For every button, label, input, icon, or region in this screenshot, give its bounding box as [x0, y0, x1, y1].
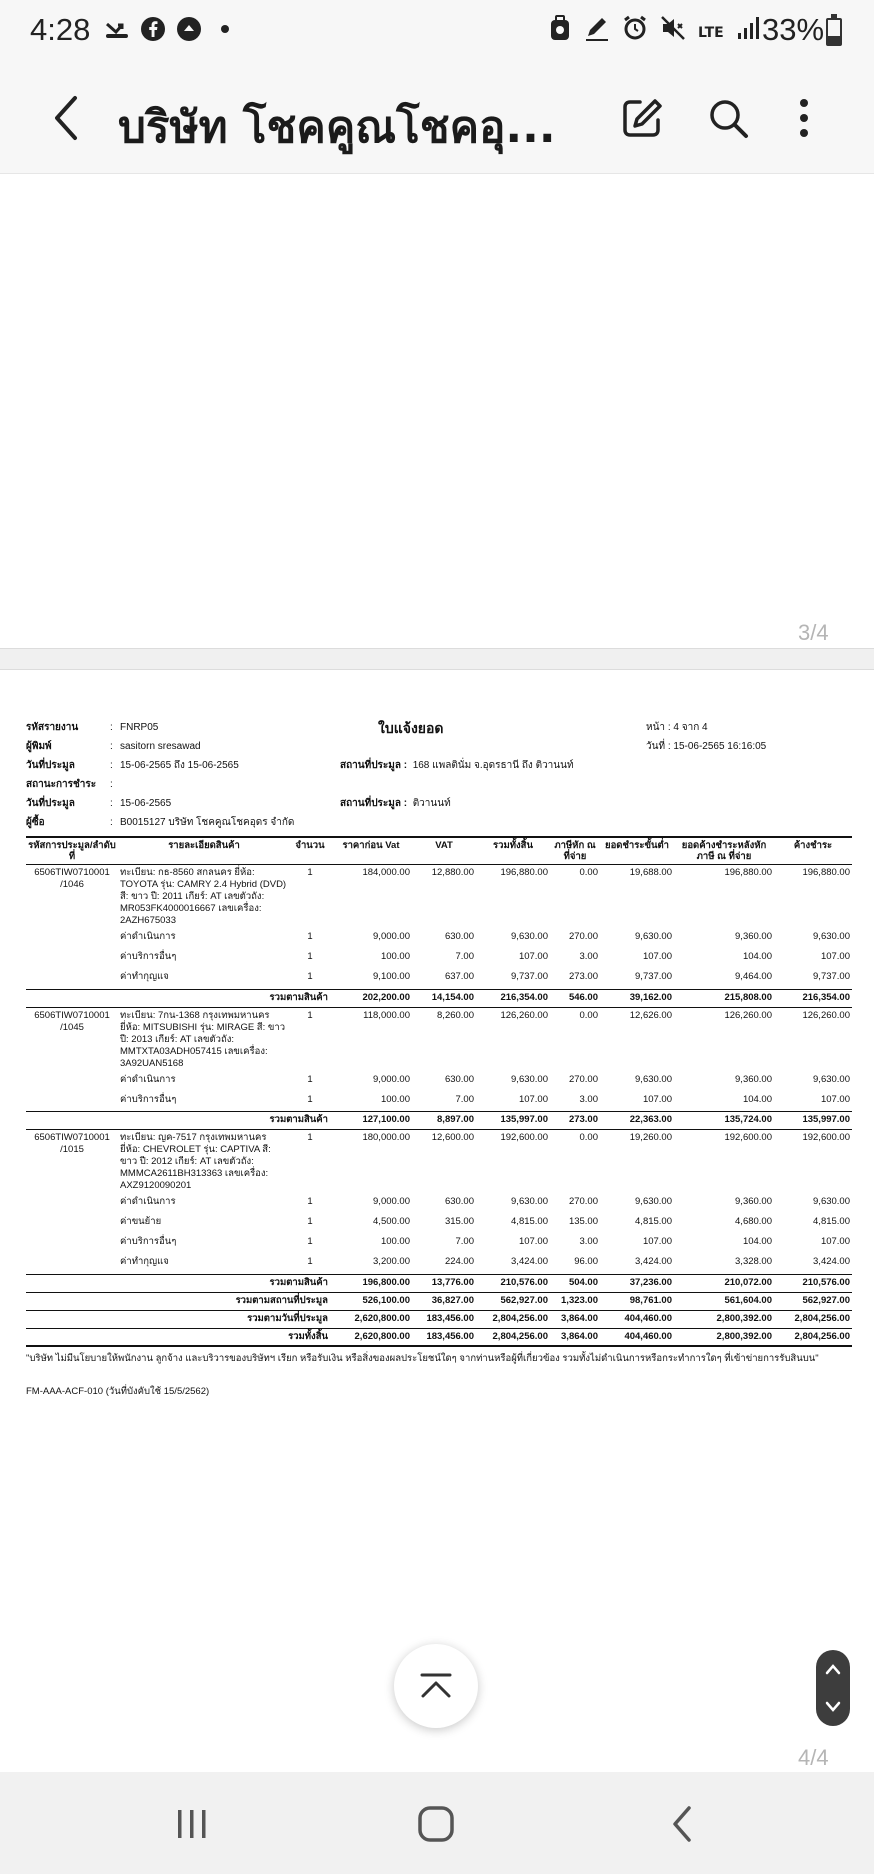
auction-code — [26, 929, 118, 949]
wallet-icon — [548, 14, 572, 51]
amount-cell: 270.00 — [568, 1073, 598, 1085]
amount-cell: 7.00 — [455, 1236, 474, 1247]
table-row — [26, 949, 852, 969]
auction-code: 6506TIW0710001 /1046 — [34, 867, 110, 890]
amount-cell: 4,815.00 — [813, 1216, 850, 1227]
col-header: ราคาก่อน Vat — [330, 837, 412, 865]
venue-label: สถานที่ประมูล : — [340, 760, 408, 771]
item-description: ทะเบียน: 7กน-1368 กรุงเทพมหานคร ยี่ห้อ: MITSUBISHI รุ่น: MIRAGE สี: ขาว ปี: 2013 เกียร์: AT เลขตัวถัง: MMTXTA03ADH057415 เลขเครื่อง: 3A92UAN5168 — [120, 1009, 286, 1069]
amount-cell: 315.00 — [444, 1216, 474, 1227]
amount-cell: 4,815.00 — [511, 1216, 548, 1227]
alarm-icon — [622, 14, 648, 51]
form-number: FM-AAA-ACF-010 (วันที่บังคับใช้ 15/5/2562) — [26, 1386, 210, 1397]
page-4-label: 4/4 — [798, 1745, 829, 1770]
subtotal-amount: 504.00 — [550, 1274, 600, 1292]
subtotal-amount: 210,576.00 — [774, 1274, 852, 1292]
signal-icon — [736, 14, 762, 51]
table-row — [26, 969, 852, 989]
amount-cell: 180,000.00 — [362, 1132, 410, 1143]
auction-date-label: วันที่ประมูล — [26, 760, 75, 771]
total-amount: 562,927.00 — [774, 1292, 852, 1310]
table-row — [26, 929, 852, 949]
amount-cell: 100.00 — [380, 951, 410, 962]
more-icon — [798, 98, 810, 138]
total-row — [26, 1328, 852, 1346]
amount-cell: 135.00 — [568, 1216, 598, 1227]
amount-cell: 630.00 — [444, 931, 474, 942]
amount-cell: 9,737.00 — [813, 971, 850, 982]
amount-cell: 9,630.00 — [813, 931, 850, 942]
table-row — [26, 1007, 852, 1072]
auction-date-row — [26, 758, 239, 773]
subtotal-amount: 216,354.00 — [476, 989, 550, 1007]
amount-cell: 192,600.00 — [802, 1132, 850, 1143]
item-description: ค่าดำเนินการ — [120, 1073, 176, 1085]
amount-cell: 100.00 — [380, 1236, 410, 1247]
amount-cell: 9,630.00 — [635, 1196, 672, 1207]
amount-cell: 104.00 — [742, 1236, 772, 1247]
buyer-name: B0015127 บริษัท โชคคูณโชคอุดร จำกัด — [120, 817, 295, 828]
subtotal-amount: 8,897.00 — [412, 1112, 476, 1130]
col-header: รหัสการประมูล/ลำดับที่ — [26, 837, 118, 865]
subtotal-amount: 22,363.00 — [600, 1112, 674, 1130]
amount-cell: 107.00 — [820, 1093, 850, 1105]
buyer-row — [26, 815, 294, 830]
subtotal-amount: 546.00 — [550, 989, 600, 1007]
dot-icon — [212, 16, 238, 42]
anti-bribery-note: "บริษัท ไม่มีนโยบายให้พนักงาน ลูกจ้าง และบริวารของบริษัทฯ เรียก หรือรับเงิน หรือสิ่งของผลประโยชน์ใดๆ จากท่านหรือผู้ที่เกี่ยวข้อง รวมทั้งไม่ดำเนินการหรือกระทำการใดๆ ที่เข้าข่ายการรับสินบน" — [26, 1353, 819, 1364]
total-row — [26, 1292, 852, 1310]
amount-cell: 196,880.00 — [500, 867, 548, 878]
home-icon — [416, 1804, 456, 1844]
amount-cell: 4,815.00 — [635, 1216, 672, 1227]
total-amount: 2,804,256.00 — [476, 1328, 550, 1346]
amount-cell: 126,260.00 — [802, 1009, 850, 1021]
venue-row — [340, 758, 574, 773]
page-3-label: 3/4 — [798, 620, 829, 645]
nav-back-icon — [669, 1804, 695, 1844]
colon: : — [110, 779, 113, 790]
amount-cell: 3,328.00 — [735, 1256, 772, 1267]
table-row — [26, 865, 852, 930]
item-qty: 1 — [307, 1093, 313, 1105]
battery-percent: 33% — [762, 12, 825, 47]
empty-cell — [26, 1310, 118, 1328]
amount-cell: 19,260.00 — [629, 1132, 672, 1143]
auction-date2: 15-06-2565 — [120, 798, 172, 809]
chevron-up-icon[interactable] — [825, 1663, 841, 1675]
col-header: ค้างชำระ — [774, 837, 852, 865]
page-3 — [0, 175, 874, 648]
system-icons — [548, 14, 762, 51]
amount-cell: 107.00 — [820, 1236, 850, 1247]
amount-cell: 9,630.00 — [635, 1073, 672, 1085]
upload-icon — [176, 16, 202, 42]
amount-cell: 0.00 — [579, 1132, 598, 1143]
amount-cell: 9,100.00 — [373, 971, 410, 982]
more-options-button[interactable] — [776, 90, 832, 146]
colon: : — [110, 722, 113, 733]
amount-cell: 270.00 — [568, 1196, 598, 1207]
auction-date2-label: วันที่ประมูล — [26, 798, 75, 809]
amount-cell: 3,200.00 — [373, 1256, 410, 1267]
subtotal-label: รวมตามสินค้า — [118, 989, 330, 1007]
total-amount: 404,460.00 — [600, 1328, 674, 1346]
page-divider — [0, 648, 874, 670]
amount-cell: 630.00 — [444, 1196, 474, 1207]
facebook-icon — [140, 16, 166, 42]
subtotal-amount: 210,072.00 — [674, 1274, 774, 1292]
amount-cell: 9,630.00 — [635, 931, 672, 942]
subtotal-amount: 13,776.00 — [412, 1274, 476, 1292]
item-description: ค่าขนย้าย — [120, 1216, 162, 1227]
amount-cell: 4,500.00 — [373, 1216, 410, 1227]
notification-icons — [104, 16, 238, 42]
auction-code: 6506TIW0710001 /1045 — [34, 1009, 110, 1033]
amount-cell: 3,424.00 — [813, 1256, 850, 1267]
table-row — [26, 1214, 852, 1234]
document-header — [26, 716, 852, 866]
amount-cell: 637.00 — [444, 971, 474, 982]
total-label: รวมทั้งสิ้น — [118, 1328, 330, 1346]
total-amount: 2,620,800.00 — [330, 1328, 412, 1346]
system-nav-bar — [0, 1772, 874, 1874]
col-header: จำนวน — [290, 837, 330, 865]
amount-cell: 104.00 — [742, 1093, 772, 1105]
status-time: 4:28 — [30, 12, 91, 47]
print-date: วันที่ : 15-06-2565 16:16:05 — [646, 741, 767, 752]
venue2: ติวานนท์ — [412, 798, 451, 809]
amount-cell: 3.00 — [579, 1236, 598, 1247]
printer-name: sasitorn sresawad — [120, 741, 201, 752]
table-row — [26, 1130, 852, 1195]
total-amount: 183,456.00 — [412, 1328, 476, 1346]
total-amount: 98,761.00 — [600, 1292, 674, 1310]
total-label: รวมตามวันที่ประมูล — [118, 1310, 330, 1328]
item-description: ค่าดำเนินการ — [120, 1196, 176, 1207]
amount-cell: 224.00 — [444, 1256, 474, 1267]
item-qty: 1 — [307, 1216, 313, 1227]
amount-cell: 107.00 — [518, 1093, 548, 1105]
item-qty: 1 — [307, 951, 313, 962]
col-header: ยอดชำระขั้นต่ำ — [600, 837, 674, 865]
total-amount: 2,800,392.00 — [674, 1310, 774, 1328]
statement-table — [26, 836, 852, 1347]
document-title: บริษัท โชคคูณโชคอุ... — [118, 102, 556, 153]
subtotal-amount: 14,154.00 — [412, 989, 476, 1007]
amount-cell: 107.00 — [642, 1093, 672, 1105]
amount-cell: 273.00 — [568, 971, 598, 982]
total-amount: 2,804,256.00 — [774, 1310, 852, 1328]
table-body — [26, 865, 852, 1347]
subtotal-amount: 127,100.00 — [330, 1112, 412, 1130]
table-row — [26, 1092, 852, 1112]
auction-code — [26, 1234, 118, 1254]
col-header: ภาษีหัก ณ ที่จ่าย — [550, 837, 600, 865]
item-qty: 1 — [307, 867, 313, 878]
item-qty: 1 — [307, 971, 313, 982]
subtotal-amount: 135,997.00 — [774, 1112, 852, 1130]
total-amount: 562,927.00 — [476, 1292, 550, 1310]
subtotal-amount: 196,800.00 — [330, 1274, 412, 1292]
amount-cell: 12,880.00 — [431, 867, 474, 878]
item-description: ค่าทำกุญแจ — [120, 971, 169, 982]
amount-cell: 12,626.00 — [629, 1009, 672, 1021]
item-description: ทะเบียน: ญค-7517 กรุงเทพมหานคร ยี่ห้อ: CHEVROLET รุ่น: CAPTIVA สี: ขาว ปี: 2012 เกียร์: AT เลขตัวถัง: MMMCA2611BH313363 เลขเครื่อง: AXZ9120090201 — [120, 1132, 271, 1191]
colon: : — [110, 817, 113, 828]
amount-cell: 9,360.00 — [735, 1073, 772, 1085]
colon: : — [110, 760, 113, 771]
page-info: หน้า : 4 จาก 4 — [646, 722, 708, 733]
auction-code: 6506TIW0710001 /1015 — [34, 1132, 110, 1155]
total-amount: 36,827.00 — [412, 1292, 476, 1310]
col-header: รวมทั้งสิ้น — [476, 837, 550, 865]
edit-button[interactable] — [614, 90, 670, 146]
colon: : — [110, 798, 113, 809]
total-amount: 3,864.00 — [550, 1328, 600, 1346]
report-code: FNRP05 — [120, 722, 159, 733]
recent-apps-button[interactable] — [162, 1794, 222, 1854]
scroll-top-icon — [418, 1672, 454, 1700]
amount-cell: 104.00 — [742, 951, 772, 962]
subtotal-amount: 273.00 — [550, 1112, 600, 1130]
amount-cell: 9,000.00 — [373, 1073, 410, 1085]
auction-code — [26, 1092, 118, 1112]
auction-code — [26, 1214, 118, 1234]
item-qty: 1 — [307, 1196, 313, 1207]
document-heading: ใบแจ้งยอด — [378, 720, 444, 736]
nav-back-button[interactable] — [652, 1794, 712, 1854]
amount-cell: 184,000.00 — [362, 867, 410, 878]
subtotal-amount: 216,354.00 — [774, 989, 852, 1007]
item-description: ค่าบริการอื่นๆ — [120, 951, 177, 962]
auction-code — [26, 949, 118, 969]
amount-cell: 192,600.00 — [500, 1132, 548, 1143]
amount-cell: 107.00 — [642, 1236, 672, 1247]
empty-cell — [26, 1328, 118, 1346]
auction-code — [26, 1072, 118, 1092]
total-amount: 526,100.00 — [330, 1292, 412, 1310]
search-icon — [706, 96, 750, 140]
item-description: ค่าบริการอื่นๆ — [120, 1093, 177, 1105]
amount-cell: 270.00 — [568, 931, 598, 942]
colon: : — [110, 741, 113, 752]
amount-cell: 96.00 — [574, 1256, 598, 1267]
subtotal-amount: 215,808.00 — [674, 989, 774, 1007]
edit-icon — [620, 96, 664, 140]
mute-icon — [660, 14, 686, 51]
amount-cell: 196,880.00 — [724, 867, 772, 878]
back-icon — [51, 94, 81, 142]
back-button[interactable] — [46, 90, 86, 146]
amount-cell: 12,600.00 — [431, 1132, 474, 1143]
amount-cell: 7.00 — [455, 1093, 474, 1105]
amount-cell: 9,000.00 — [373, 1196, 410, 1207]
amount-cell: 630.00 — [444, 1073, 474, 1085]
chevron-down-icon[interactable] — [825, 1701, 841, 1713]
lte-icon — [698, 18, 724, 48]
auction-code — [26, 969, 118, 989]
report-code-row — [26, 720, 158, 735]
total-amount: 561,604.00 — [674, 1292, 774, 1310]
amount-cell: 9,630.00 — [813, 1196, 850, 1207]
subtotal-amount: 39,162.00 — [600, 989, 674, 1007]
home-button[interactable] — [406, 1794, 466, 1854]
search-button[interactable] — [700, 90, 756, 146]
auction-date2-row — [26, 796, 171, 811]
total-amount: 2,800,392.00 — [674, 1328, 774, 1346]
total-amount: 1,323.00 — [550, 1292, 600, 1310]
amount-cell: 107.00 — [642, 951, 672, 962]
amount-cell: 3,424.00 — [635, 1256, 672, 1267]
amount-cell: 9,737.00 — [511, 971, 548, 982]
amount-cell: 8,260.00 — [437, 1009, 474, 1021]
report-code-label: รหัสรายงาน — [26, 722, 79, 733]
table-row — [26, 1234, 852, 1254]
amount-cell: 3.00 — [579, 951, 598, 962]
amount-cell: 7.00 — [455, 951, 474, 962]
status-bar — [0, 0, 874, 64]
item-qty: 1 — [307, 1073, 313, 1085]
amount-cell: 3.00 — [579, 1093, 598, 1105]
amount-cell: 9,360.00 — [735, 1196, 772, 1207]
venue2-row — [340, 796, 451, 811]
amount-cell: 100.00 — [380, 1093, 410, 1105]
empty-cell — [26, 1112, 118, 1130]
subtotal-amount: 210,576.00 — [476, 1274, 550, 1292]
amount-cell: 0.00 — [579, 1009, 598, 1021]
item-qty: 1 — [307, 1132, 313, 1143]
amount-cell: 4,680.00 — [735, 1216, 772, 1227]
empty-cell — [26, 1292, 118, 1310]
amount-cell: 9,630.00 — [511, 1196, 548, 1207]
amount-cell: 19,688.00 — [629, 867, 672, 878]
total-amount: 3,864.00 — [550, 1310, 600, 1328]
item-description: ทะเบียน: กธ-8560 สกลนคร ยี่ห้อ: TOYOTA รุ่น: CAMRY 2.4 Hybrid (DVD) สี: ขาว ปี: 2011 เกียร์: AT เลขตัวถัง: MR053FK4000016667 เลขเครื่อง: 2AZH675033 — [120, 867, 287, 926]
missed-call-icon — [104, 16, 130, 42]
subtotal-label: รวมตามสินค้า — [118, 1274, 330, 1292]
printer-row — [26, 739, 201, 754]
subtotal-row — [26, 1112, 852, 1130]
col-header: รายละเอียดสินค้า — [118, 837, 290, 865]
amount-cell: 192,600.00 — [724, 1132, 772, 1143]
item-qty: 1 — [307, 931, 313, 942]
amount-cell: 196,880.00 — [802, 867, 850, 878]
table-row — [26, 1194, 852, 1214]
subtotal-amount: 37,236.00 — [600, 1274, 674, 1292]
item-qty: 1 — [307, 1256, 313, 1267]
page-4 — [26, 716, 852, 1399]
amount-cell: 107.00 — [518, 951, 548, 962]
amount-cell: 9,000.00 — [373, 931, 410, 942]
total-amount: 183,456.00 — [412, 1310, 476, 1328]
amount-cell: 107.00 — [518, 1236, 548, 1247]
item-qty: 1 — [307, 1009, 313, 1021]
recent-apps-icon — [174, 1808, 210, 1840]
amount-cell: 126,260.00 — [724, 1009, 772, 1021]
total-amount: 2,804,256.00 — [476, 1310, 550, 1328]
col-header: VAT — [412, 837, 476, 865]
total-label: รวมตามสถานที่ประมูล — [118, 1292, 330, 1310]
subtotal-label: รวมตามสินค้า — [118, 1112, 330, 1130]
battery-icon — [826, 18, 842, 46]
item-qty: 1 — [307, 1236, 313, 1247]
page-navigator[interactable] — [816, 1650, 850, 1726]
amount-cell: 9,630.00 — [511, 931, 548, 942]
amount-cell: 107.00 — [820, 951, 850, 962]
subtotal-amount: 135,997.00 — [476, 1112, 550, 1130]
col-header: ยอดค้างชำระหลังหักภาษี ณ ที่จ่าย — [674, 837, 774, 865]
printer-label: ผู้พิมพ์ — [26, 741, 52, 752]
amount-cell: 9,464.00 — [735, 971, 772, 982]
total-row — [26, 1310, 852, 1328]
subtotal-row — [26, 1274, 852, 1292]
item-description: ค่าดำเนินการ — [120, 931, 176, 942]
item-description: ค่าบริการอื่นๆ — [120, 1236, 177, 1247]
amount-cell: 9,737.00 — [635, 971, 672, 982]
total-amount: 2,620,800.00 — [330, 1310, 412, 1328]
subtotal-amount: 135,724.00 — [674, 1112, 774, 1130]
amount-cell: 9,630.00 — [813, 1073, 850, 1085]
auction-code — [26, 1254, 118, 1274]
subtotal-amount: 202,200.00 — [330, 989, 412, 1007]
table-row — [26, 1254, 852, 1274]
subtotal-row — [26, 989, 852, 1007]
auction-date-range: 15-06-2565 ถึง 15-06-2565 — [120, 760, 239, 771]
scroll-to-top-button[interactable] — [394, 1644, 478, 1728]
amount-cell: 118,000.00 — [363, 1009, 410, 1021]
pen-icon — [584, 14, 610, 51]
venue: 168 แพลตินั่ม จ.อุดรธานี ถึง ติวานนท์ — [412, 760, 574, 771]
payment-status-row — [26, 777, 120, 792]
buyer-label: ผู้ซื้อ — [26, 817, 45, 828]
empty-cell — [26, 1274, 118, 1292]
empty-cell — [26, 989, 118, 1007]
amount-cell: 9,360.00 — [735, 931, 772, 942]
amount-cell: 126,260.00 — [500, 1009, 548, 1021]
item-description: ค่าทำกุญแจ — [120, 1256, 169, 1267]
table-row — [26, 1072, 852, 1092]
auction-code — [26, 1194, 118, 1214]
amount-cell: 9,630.00 — [511, 1073, 548, 1085]
lte-label: LTE — [698, 24, 724, 41]
total-amount: 2,804,256.00 — [774, 1328, 852, 1346]
venue2-label: สถานที่ประมูล : — [340, 798, 408, 809]
payment-status-label: สถานะการชำระ — [26, 779, 97, 790]
amount-cell: 0.00 — [579, 867, 598, 878]
total-amount: 404,460.00 — [600, 1310, 674, 1328]
app-bar — [0, 64, 874, 174]
amount-cell: 3,424.00 — [511, 1256, 548, 1267]
